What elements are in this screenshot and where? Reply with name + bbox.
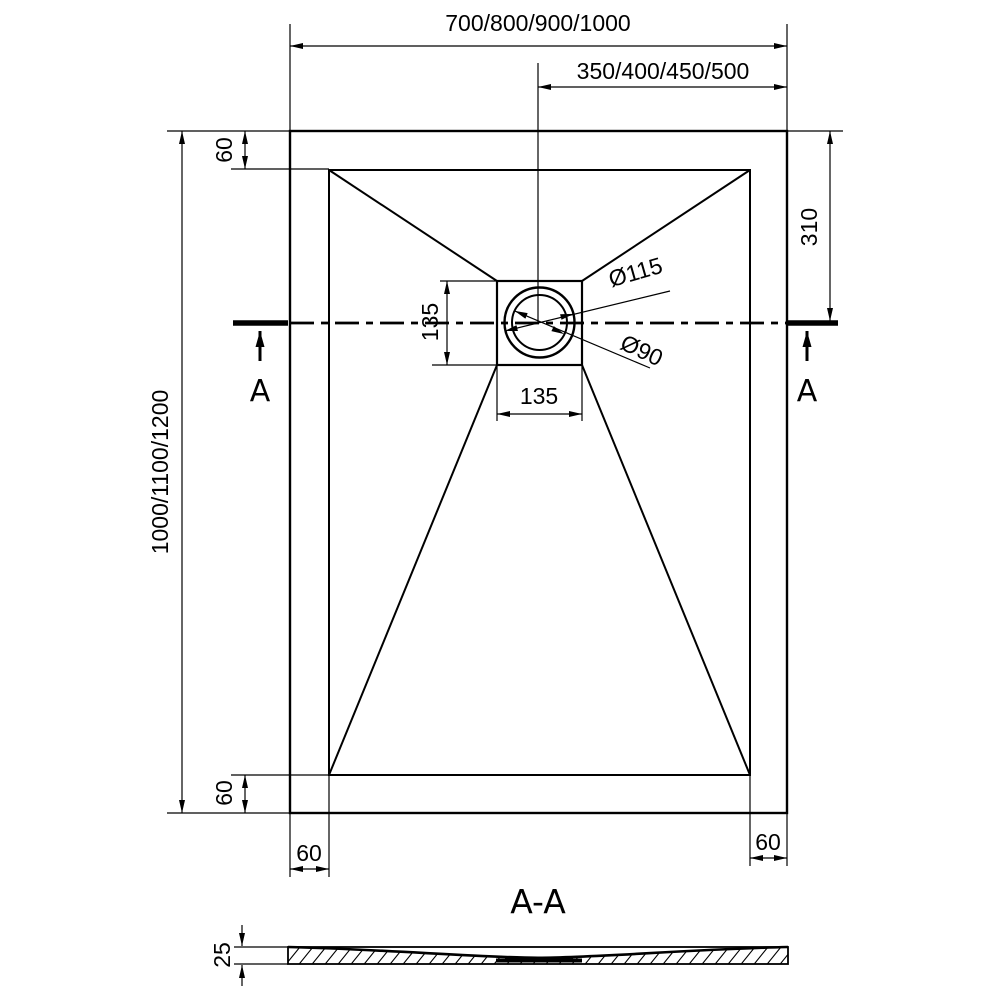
dim-drain-inner-label: Ø90	[616, 329, 668, 372]
section-drain-body	[496, 957, 582, 963]
cut-label-left: A	[249, 374, 271, 409]
extension-lines	[167, 24, 843, 877]
dim-width-label: 700/800/900/1000	[445, 10, 631, 36]
basin-slope-bottom-left	[329, 365, 497, 775]
dimensions	[147, 10, 830, 869]
basin-slope-top-left	[329, 170, 497, 281]
dim-rim-bottom-left-label: 60	[296, 840, 322, 866]
dim-rim-top-label: 60	[211, 137, 237, 163]
dim-length-label: 1000/1100/1200	[147, 389, 173, 555]
section-title: A-A	[510, 882, 566, 921]
basin-slope-bottom-right	[582, 365, 750, 775]
section-top-surface-curve	[288, 947, 788, 958]
basin-inner-rect	[329, 170, 750, 775]
cut-label-right: A	[796, 374, 818, 409]
dim-rim-bottom-label: 60	[211, 780, 237, 806]
dim-rim-bottom-right-label: 60	[755, 829, 781, 855]
dim-drain-box-width-label: 135	[519, 383, 559, 409]
dim-drain-outer-label: Ø115	[605, 252, 666, 293]
dim-drain-offset-label: 310	[796, 207, 822, 247]
leader-drain-inner-arrow	[551, 326, 564, 334]
section-view	[209, 882, 811, 986]
dim-thickness-label: 25	[209, 942, 235, 968]
dim-drain-center-label: 350/400/450/500	[576, 58, 750, 84]
dim-drain-box-height-label: 135	[417, 302, 443, 342]
basin-slope-top-right	[582, 170, 750, 281]
